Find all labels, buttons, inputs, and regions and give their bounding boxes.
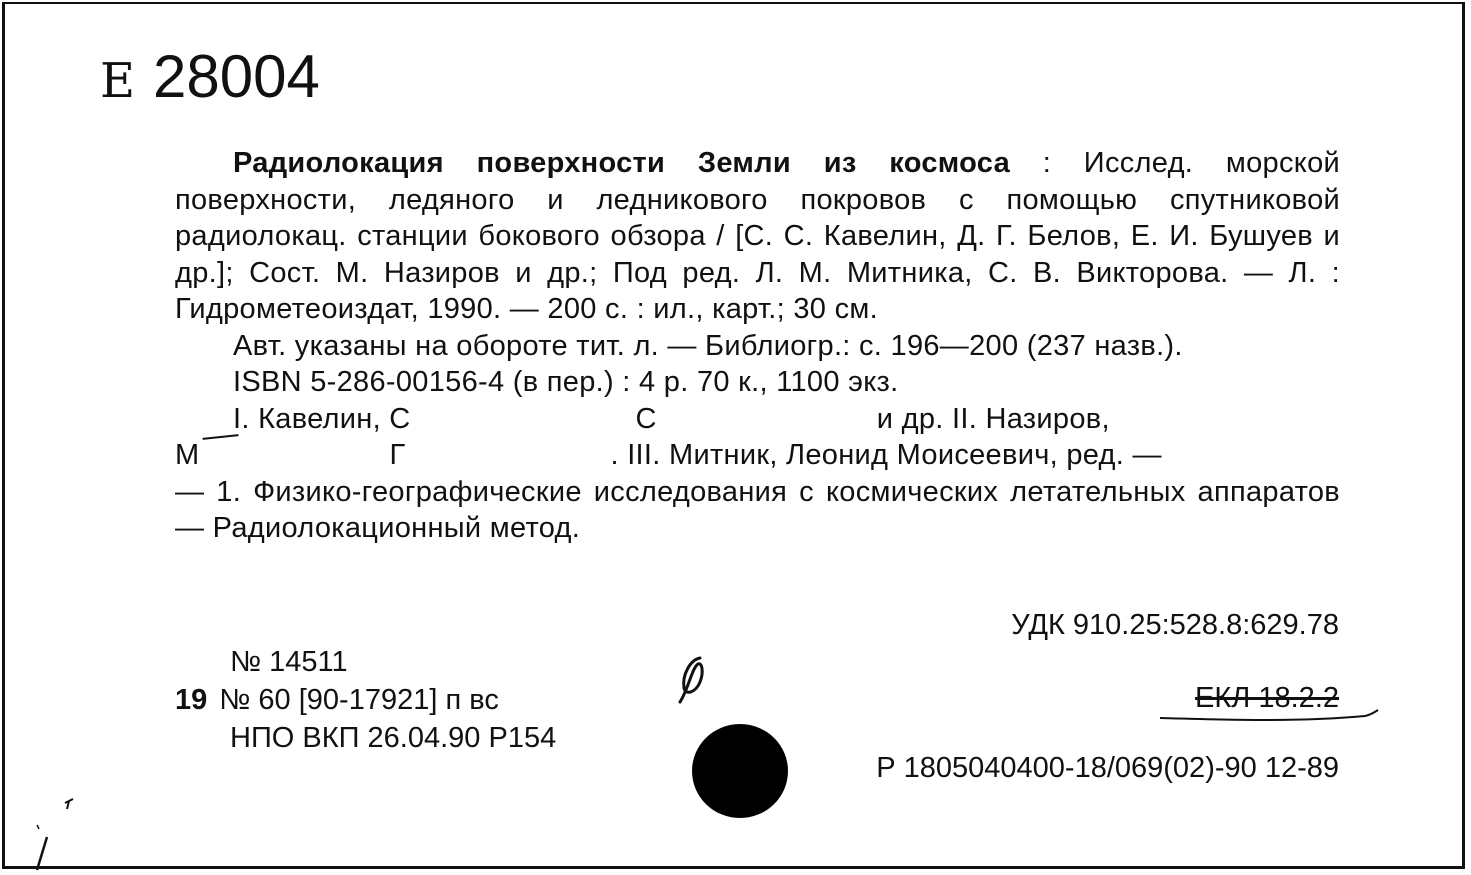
- order-number: № 14511: [230, 646, 348, 678]
- tracing-2a: М: [175, 439, 200, 471]
- call-number-value: 28004: [153, 43, 320, 110]
- printing-line: [175, 681, 556, 719]
- udk-classification: УДК 910.25:528.8:629.78: [1011, 609, 1339, 641]
- handwritten-mark: [670, 650, 720, 710]
- tracing-1b: С: [635, 402, 657, 435]
- tracing-2c: . III. Митник, Леонид Моисеевич, ред. —: [610, 439, 1162, 471]
- main-description: [175, 145, 1340, 328]
- printing-details: № 60 [90-17921] п вс: [219, 684, 499, 716]
- tracing-line-1: [175, 401, 1340, 438]
- description-main: : Исслед. морской поверхности, ледяного и ледникового покровов с помощью спутниковой радиолокац. станции бокового обзора / [С. С. Кавелин, Д. Г. Белов, Е. И. Бушуев и др.]; Сост. М. Назиров и др.; Под ред. Л. М. Митника, С. В. Викторова. — Л. : Гидрометеоиздат, 1990. — 200 с. : ил., карт.; 30 см.: [175, 147, 1340, 325]
- registration-number: Р 1805040400-18/069(02)-90 12-89: [876, 752, 1339, 784]
- call-number-prefix: Е: [100, 53, 136, 109]
- note-line: Авт. указаны на обороте тит. л. — Библиогр.: с. 196—200 (237 назв.).: [233, 329, 1183, 362]
- year-prefix: 19: [175, 684, 208, 716]
- tracing-2b: Г: [389, 439, 406, 471]
- punch-hole: [692, 724, 788, 818]
- npo-line: НПО ВКП 26.04.90 Р154: [230, 722, 557, 754]
- isbn-line: ISBN 5-286-00156-4 (в пер.) : 4 р. 70 к., 1100 экз.: [233, 366, 899, 398]
- bibliographic-description: [175, 145, 1340, 547]
- overline-mark: [203, 434, 240, 448]
- ekl-code: ЕКЛ 18.2.2: [1195, 682, 1339, 714]
- ekl-underline-stroke: [1150, 690, 1380, 730]
- stray-pencil-marks: [25, 795, 95, 875]
- tracing-line-2: [175, 437, 1340, 474]
- printing-info: [175, 643, 556, 757]
- call-number: [100, 42, 320, 116]
- tracing-1a: I. Кавелин, С: [233, 402, 411, 435]
- tracing-line-3: — 1. Физико-географические исследования с космических летательных аппаратов — Радиолокационный метод.: [175, 475, 1340, 544]
- book-title: Радиолокация поверхности Земли из космоса: [233, 147, 1011, 179]
- tracing-1c: и др. II. Назиров,: [876, 402, 1110, 435]
